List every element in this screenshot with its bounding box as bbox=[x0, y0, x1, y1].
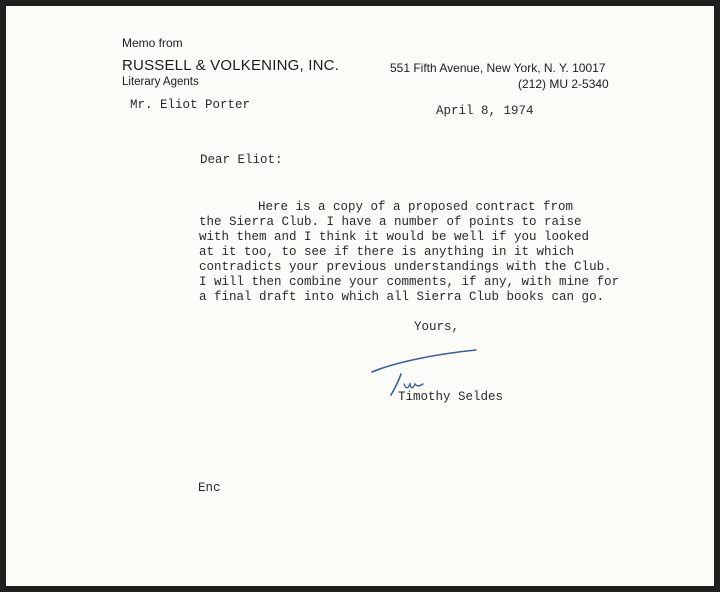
firm-phone: (212) MU 2-5340 bbox=[518, 77, 609, 91]
body-line: at it too, to see if there is anything in it which bbox=[199, 245, 575, 259]
letter-date: April 8, 1974 bbox=[436, 104, 534, 118]
body-line: a final draft into which all Sierra Club books can go. bbox=[199, 290, 605, 304]
letter-page bbox=[6, 6, 714, 586]
body-line: with them and I think it would be well if you looked bbox=[199, 230, 590, 244]
body-line: I will then combine your comments, if any, with mine for bbox=[199, 275, 620, 289]
signer-name: Timothy Seldes bbox=[398, 390, 504, 404]
salutation: Dear Eliot: bbox=[200, 153, 283, 167]
recipient-name: Mr. Eliot Porter bbox=[130, 98, 251, 112]
body-line: the Sierra Club. I have a number of points to raise bbox=[199, 215, 582, 229]
body-line: contradicts your previous understandings with the Club. bbox=[199, 260, 612, 274]
firm-name: RUSSELL & VOLKENING, INC. bbox=[122, 57, 340, 74]
body-line: Here is a copy of a proposed contract from bbox=[258, 200, 574, 214]
enclosure-note: Enc bbox=[198, 481, 221, 495]
closing: Yours, bbox=[414, 320, 460, 334]
firm-tagline: Literary Agents bbox=[122, 76, 199, 88]
memo-from-label: Memo from bbox=[122, 36, 183, 50]
firm-address: 551 Fifth Avenue, New York, N. Y. 10017 bbox=[390, 61, 606, 75]
